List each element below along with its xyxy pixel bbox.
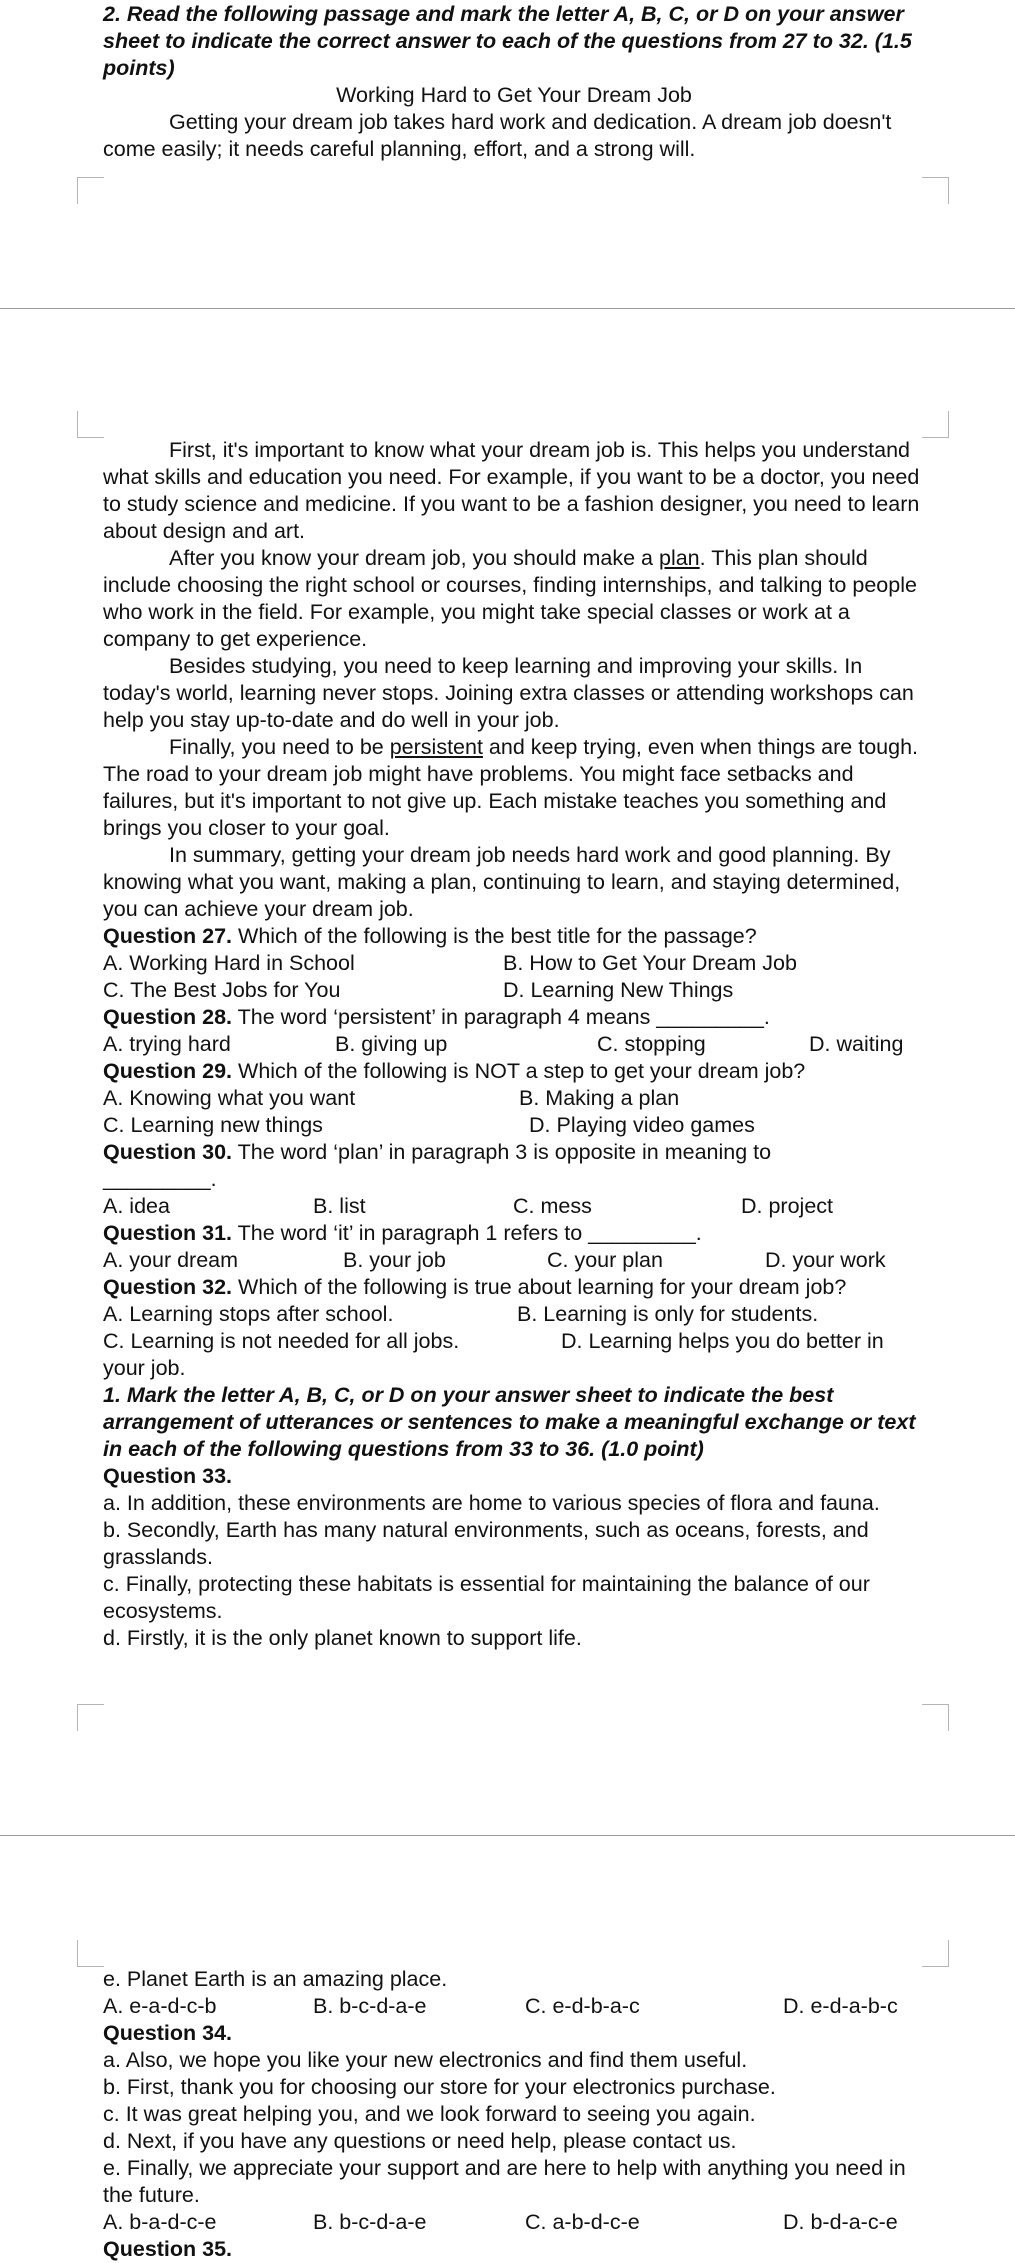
question-30-options [103,1193,925,1220]
option-d[interactable]: D. Learning New Things [503,978,734,1002]
paragraph-1: First, it's important to know what your dream job is. This helps you understand what skills and education you need. For example, if you want to be a doctor, you need to study science and medicine. If you want to be a fashion designer, you need to learn about design and art. [103,438,920,543]
question-29-options-row-1 [103,1085,925,1112]
option-c[interactable]: C. e-d-b-a-c [525,1994,640,2018]
question-29-options-row-2 [103,1112,925,1139]
option-b[interactable]: B. your job [343,1248,446,1272]
option-b[interactable]: B. b-c-d-a-e [313,2210,427,2234]
sentence-c: c. It was great helping you, and we look forward to seeing you again. [103,2102,756,2126]
option-a[interactable]: A. Working Hard in School [103,951,355,975]
question-33: Question 33. [103,1464,233,1488]
sentence-e: e. Finally, we appreciate your support and are here to help with anything you need in the future. [103,2156,906,2207]
option-a[interactable]: A. e-a-d-c-b [103,1994,217,2018]
question-27-options-row-1 [103,950,925,977]
option-a[interactable]: A. your dream [103,1248,239,1272]
option-b[interactable]: B. b-c-d-a-e [313,1994,427,2018]
question-27: Question 27. Which of the following is the best title for the passage? [103,924,757,948]
question-28: Question 28. The word ‘persistent’ in paragraph 4 means _________. [103,1005,770,1029]
sentence-a: a. In addition, these environments are home to various species of flora and fauna. [103,1491,880,1515]
paragraph-5: In summary, getting your dream job needs hard work and good planning. By knowing what you want, making a plan, continuing to learn, and staying determined, you can achieve your dream job. [103,843,901,921]
option-d[interactable]: D. Learning helps you do better in your job. [103,1329,884,1380]
paragraph-intro: Getting your dream job takes hard work and dedication. A dream job doesn't come easily; it needs careful planning, effort, and a strong will. [103,110,892,161]
question-33-options [103,1993,925,2020]
question-27-options-row-2 [103,977,925,1004]
option-b[interactable]: B. Making a plan [519,1086,680,1110]
option-d[interactable]: D. Playing video games [529,1113,755,1137]
question-31: Question 31. The word ‘it’ in paragraph 1 refers to _________. [103,1221,702,1245]
page-3 [103,1966,925,2263]
option-c[interactable]: C. a-b-d-c-e [525,2210,640,2234]
option-a[interactable]: A. idea [103,1194,170,1218]
option-c[interactable]: C. mess [513,1194,592,1218]
page-corner-mark [922,411,949,438]
option-c[interactable]: C. stopping [597,1032,706,1056]
sentence-d: d. Firstly, it is the only planet known to support life. [103,1626,582,1650]
question-28-options [103,1031,925,1058]
sentence-e: e. Planet Earth is an amazing place. [103,1967,448,1991]
paragraph-2: After you know your dream job, you should make a plan. This plan should include choosing the right school or courses, finding internships, and talking to people who work in the field. For example, you might take special classes or work at a company to get experience. [103,546,917,651]
question-32-options-row-2 [103,1328,925,1382]
sentence-c: c. Finally, protecting these habitats is essential for maintaining the balance of our ecosystems. [103,1572,870,1623]
paragraph-4: Finally, you need to be persistent and keep trying, even when things are tough. The road to your dream job might have problems. You might face setbacks and failures, but it's important to not give up. Each mistake teaches you something and brings you closer to your goal. [103,735,919,840]
paragraph-3: Besides studying, you need to keep learning and improving your skills. In today's world, learning never stops. Joining extra classes or attending workshops can help you stay up-to-date and do well in your job. [103,654,914,732]
option-d[interactable]: D. b-d-a-c-e [783,2210,898,2234]
question-32-options-row-1 [103,1301,925,1328]
passage-title: Working Hard to Get Your Dream Job [336,83,692,107]
word-persistent: persistent [389,735,483,759]
option-a[interactable]: A. trying hard [103,1032,231,1056]
section-1-instruction: 1. Mark the letter A, B, C, or D on your answer sheet to indicate the best arrangement of utterances or sentences to make a meaningful exchange or text in each of the following questions from 33 to 36. (1.0 point) [103,1383,916,1461]
option-b[interactable]: B. giving up [335,1032,448,1056]
page-corner-mark [77,411,104,438]
page-separator [0,308,1015,309]
option-d[interactable]: D. your work [765,1248,886,1272]
option-b[interactable]: B. list [313,1194,366,1218]
page-corner-mark [922,1940,949,1967]
option-c[interactable]: C. your plan [547,1248,663,1272]
word-plan: plan [658,546,700,570]
option-c[interactable]: C. Learning is not needed for all jobs. [103,1329,460,1353]
question-34: Question 34. [103,2021,233,2045]
option-c[interactable]: C. The Best Jobs for You [103,978,341,1002]
sentence-a: a. Also, we hope you like your new electronics and find them useful. [103,2048,748,2072]
page-1 [103,1,925,163]
question-31-options [103,1247,925,1274]
option-b[interactable]: B. How to Get Your Dream Job [503,951,797,975]
sentence-b: b. First, thank you for choosing our store for your electronics purchase. [103,2075,776,2099]
page-corner-mark [77,177,104,204]
question-34-options [103,2209,925,2236]
page-corner-mark [77,1704,104,1731]
question-35: Question 35. [103,2237,233,2261]
option-c[interactable]: C. Learning new things [103,1113,323,1137]
page-corner-mark [922,1704,949,1731]
question-30: Question 30. The word ‘plan’ in paragraph 3 is opposite in meaning to _________. [103,1140,772,1191]
section-2-instruction: 2. Read the following passage and mark the letter A, B, C, or D on your answer sheet to indicate the correct answer to each of the questions from 27 to 32. (1.5 points) [103,2,912,80]
option-a[interactable]: A. b-a-d-c-e [103,2210,217,2234]
option-d[interactable]: D. waiting [809,1032,904,1056]
page-2 [103,437,925,1652]
option-a[interactable]: A. Learning stops after school. [103,1302,394,1326]
option-d[interactable]: D. e-d-a-b-c [783,1994,898,2018]
sentence-d: d. Next, if you have any questions or need help, please contact us. [103,2129,737,2153]
page-separator [0,1835,1015,1836]
option-b[interactable]: B. Learning is only for students. [517,1302,819,1326]
sentence-b: b. Secondly, Earth has many natural environments, such as oceans, forests, and grasslands. [103,1518,869,1569]
question-29: Question 29. Which of the following is NOT a step to get your dream job? [103,1059,806,1083]
page-corner-mark [77,1940,104,1967]
page-corner-mark [922,177,949,204]
question-32: Question 32. Which of the following is true about learning for your dream job? [103,1275,847,1299]
option-d[interactable]: D. project [741,1194,834,1218]
option-a[interactable]: A. Knowing what you want [103,1086,356,1110]
